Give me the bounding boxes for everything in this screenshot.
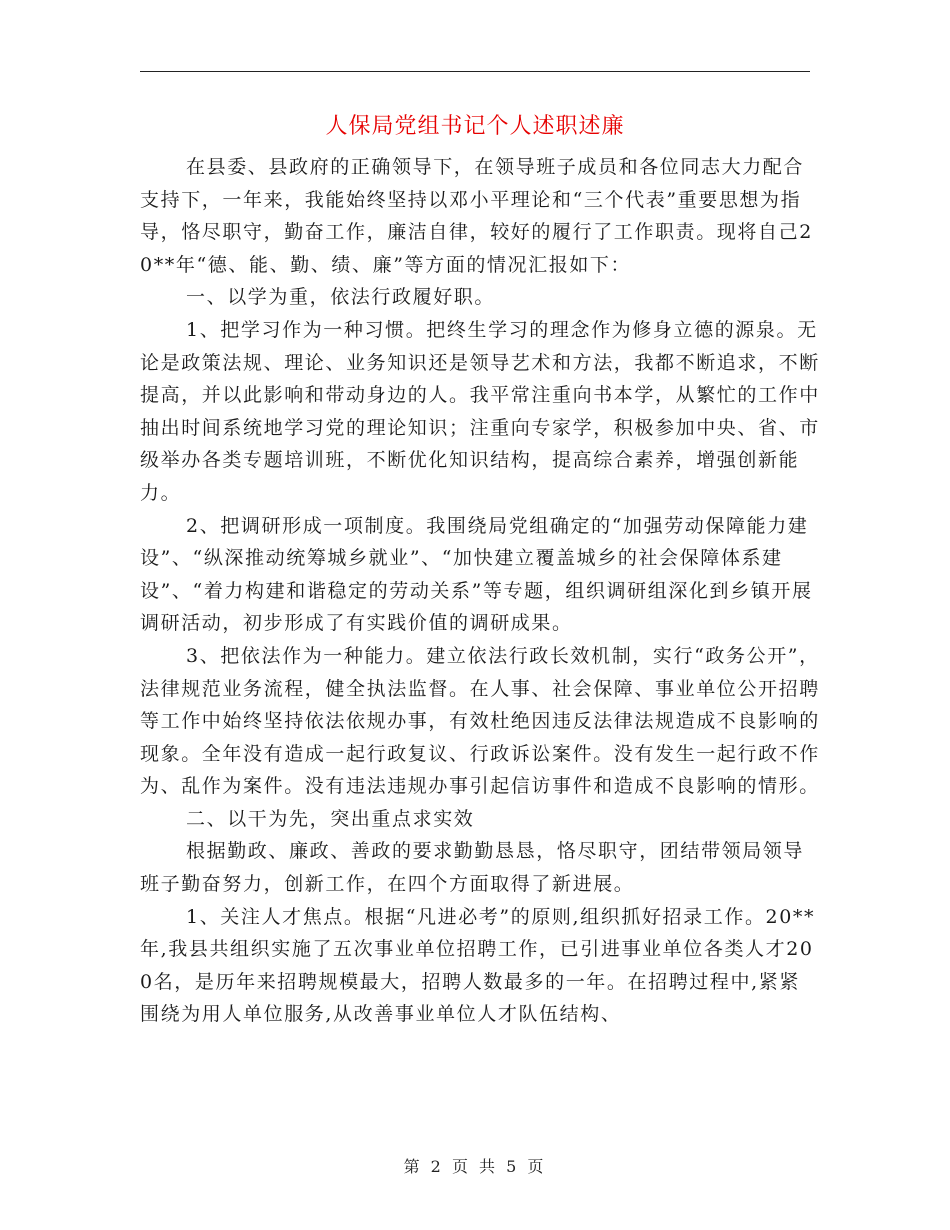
header-rule bbox=[140, 71, 810, 72]
paragraph-1-1: 1、把学习作为一种习惯。把终生学习的理念作为修身立德的源泉。无论是政策法规、理论、业务知识还是领导艺术和方法，我都不断追求，不断提高，并以此影响和带动身边的人。我平常注重向书本学，从繁忙的工作中抽出时间系统地学习党的理论知识；注重向专家学，积极参加中央、省、市级举办各类专题培训班，不断优化知识结构，提高综合素养，增强创新能力。 bbox=[140, 318, 820, 504]
paragraph-1-2: 2、把调研形成一项制度。我围绕局党组确定的“加强劳动保障能力建设”、“纵深推动统筹城乡就业”、“加快建立覆盖城乡的社会保障体系建设”、“着力构建和谐稳定的劳动关系”等专题，组织调研组深化到乡镇开展调研活动，初步形成了有实践价值的调研成果。 bbox=[140, 514, 813, 635]
page-number: 第 2 页 共 5 页 bbox=[403, 1157, 547, 1176]
paragraph-1-3: 3、把依法作为一种能力。建立依法行政长效机制，实行“政务公开”，法律规范业务流程，健全执法监督。在人事、社会保障、事业单位公开招聘等工作中始终坚持依法依规办事，有效杜绝因违反法律法规造成不良影响的现象。全年没有造成一起行政复议、行政诉讼案件。没有发生一起行政不作为、乱作为案件。没有违法违规办事引起信访事件和造成不良影响的情形。 bbox=[140, 644, 820, 798]
paragraph-2-1: 1、关注人才焦点。根据“凡进必考”的原则,组织抓好招录工作。20**年,我县共组织实施了五次事业单位招聘工作，已引进事业单位各类人才200名，是历年来招聘规模最大，招聘人数最多的一年。在招聘过程中,紧紧围绕为用人单位服务,从改善事业单位人才队伍结构、 bbox=[140, 905, 816, 1026]
document-body bbox=[140, 151, 820, 1031]
section-heading-1: 一、以学为重，依法行政履好职。 bbox=[186, 286, 496, 309]
paragraph-intro: 在县委、县政府的正确领导下，在领导班子成员和各位同志大力配合支持下，一年来，我能始终坚持以邓小平理论和“三个代表”重要思想为指导，恪尽职守，勤奋工作，廉洁自律，较好的履行了工作职责。现将自己20**年“德、能、勤、绩、廉”等方面的情况汇报如下： bbox=[140, 156, 813, 276]
section-heading-2: 二、以干为先，突出重点求实效 bbox=[186, 807, 475, 830]
document-title: 人保局党组书记个人述职述廉 bbox=[325, 114, 625, 139]
paragraph-2-intro: 根据勤政、廉政、善政的要求勤勤恳恳，恪尽职守，团结带领局领导班子勤奋努力，创新工作，在四个方面取得了新进展。 bbox=[140, 840, 805, 896]
